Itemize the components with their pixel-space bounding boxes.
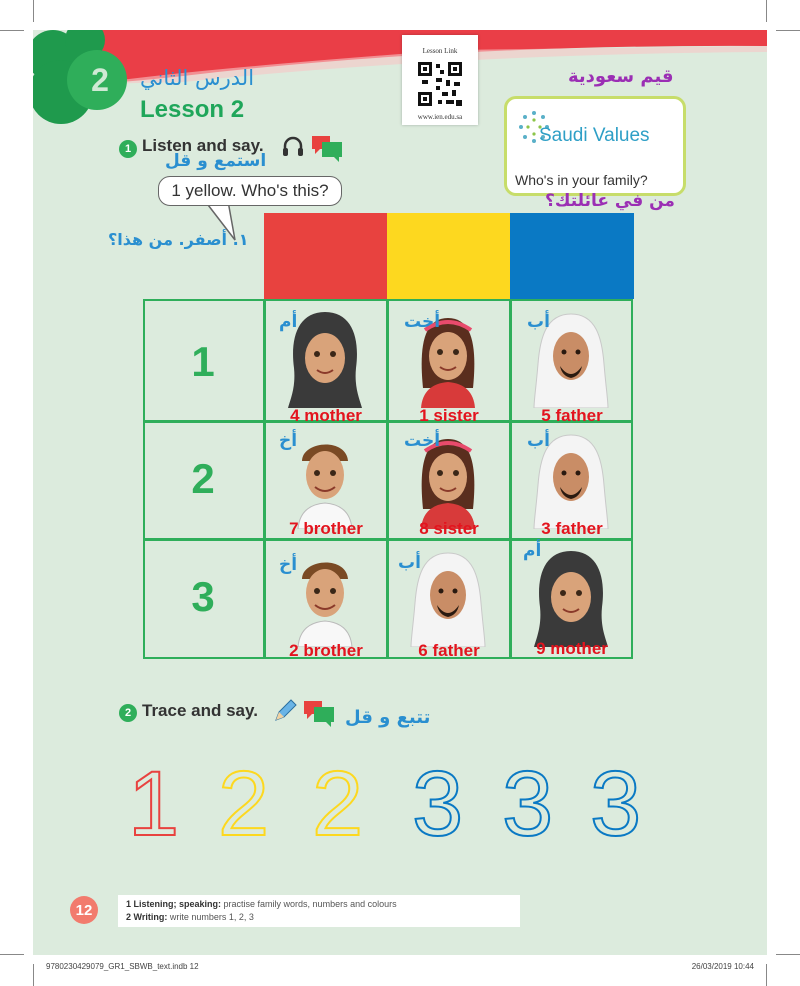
trace-digit[interactable]: 1 <box>128 753 180 855</box>
brother-icon <box>286 547 364 647</box>
objective-text: write numbers 1, 2, 3 <box>169 912 254 922</box>
objective-label: 1 Listening; speaking: <box>126 899 222 909</box>
section-number: 1 <box>119 140 137 158</box>
grid-cell <box>511 541 633 659</box>
trace-digit[interactable]: 2 <box>218 753 270 855</box>
unit-number: 2 <box>91 62 109 98</box>
arabic-word: أب <box>527 312 550 332</box>
speech-bubbles-icon <box>302 698 336 728</box>
qr-code-icon <box>416 60 464 108</box>
mother-hijab-icon <box>532 547 610 647</box>
section-title-arabic: استمع و قل <box>165 151 267 171</box>
arabic-word: أخ <box>279 555 298 575</box>
cell-caption: 6 father <box>418 641 480 660</box>
trace-digit[interactable]: 3 <box>502 753 554 855</box>
grid-cell <box>265 541 387 659</box>
objective-line <box>126 898 512 911</box>
arabic-word: أب <box>527 431 550 451</box>
lesson-link-url: www.ien.edu.sa <box>417 113 463 121</box>
yellow-swatch <box>387 213 511 299</box>
arabic-word: أم <box>523 541 542 561</box>
grid-cell <box>388 423 510 541</box>
objective-text: practise family words, numbers and colours <box>223 899 397 909</box>
cell-caption: 3 father <box>541 519 603 538</box>
print-slug-file: 9780230429079_GR1_SBWB_text.indb 12 <box>46 962 199 971</box>
saudi-values-question-arabic: من في عائلتك؟ <box>545 191 675 211</box>
arabic-word: أخت <box>404 312 441 332</box>
saudi-values-question: Who's in your family? <box>515 172 648 188</box>
learning-objectives <box>118 895 520 927</box>
trace-digit[interactable]: 2 <box>312 753 364 855</box>
blue-swatch <box>510 213 634 299</box>
lesson-title-arabic: الدرس الثاني <box>140 66 255 90</box>
row-number: 3 <box>191 573 215 620</box>
crop-mark <box>776 30 800 31</box>
saudi-values-arabic: قيم سعودية <box>568 66 674 87</box>
grid-cell <box>388 541 510 659</box>
cell-caption: 4 mother <box>290 406 362 425</box>
section-title-arabic: تتبع و قل <box>345 707 431 728</box>
grid-cell <box>265 423 387 541</box>
crop-mark <box>0 30 24 31</box>
crop-mark <box>33 0 34 22</box>
headphones-icon <box>281 135 305 157</box>
cell-caption: 2 brother <box>289 641 363 660</box>
cell-caption: 9 mother <box>536 639 608 658</box>
red-swatch <box>264 213 388 299</box>
cell-caption: 5 father <box>541 406 603 425</box>
grid-cell <box>388 302 510 425</box>
crop-mark <box>33 964 34 986</box>
arabic-word: أب <box>398 553 421 573</box>
cell-caption: 1 sister <box>419 406 479 425</box>
saudi-values-title: Saudi Values <box>539 125 650 146</box>
lesson-link-label: Lesson Link <box>422 47 458 55</box>
speech-bubble-text: 1 yellow. Who's this? <box>171 181 329 200</box>
saudi-values-card <box>504 96 686 196</box>
crop-mark <box>766 0 767 22</box>
grid-cell <box>511 302 633 425</box>
print-slug-date: 26/03/2019 10:44 <box>691 962 754 971</box>
mother-hijab-icon <box>286 308 364 408</box>
row-number: 2 <box>191 455 215 502</box>
cell-caption: 8 sister <box>419 519 479 538</box>
pencil-icon <box>272 698 298 724</box>
brother-icon <box>286 429 364 529</box>
crop-mark <box>766 964 767 986</box>
arabic-word: أم <box>279 312 298 332</box>
section-title: Trace and say. <box>142 701 258 720</box>
speech-bubble <box>158 176 342 206</box>
grid-cell <box>265 302 387 425</box>
speech-bubbles-icon <box>310 133 344 163</box>
arabic-word: أخت <box>404 431 441 451</box>
page-number: 12 <box>70 896 98 924</box>
grid-cell <box>511 423 633 541</box>
trace-digit[interactable]: 3 <box>412 753 464 855</box>
cell-caption: 7 brother <box>289 519 363 538</box>
section-title: Listen and say. <box>142 136 264 155</box>
row-number: 1 <box>191 338 215 385</box>
trace-digit[interactable]: 3 <box>590 753 642 855</box>
lesson-link-card[interactable] <box>402 35 478 125</box>
objective-line <box>126 911 512 924</box>
arabic-word: أخ <box>279 431 298 451</box>
lesson-title: Lesson 2 <box>140 96 245 123</box>
objective-label: 2 Writing: <box>126 912 168 922</box>
speech-bubble-arabic: ١. أصفر. من هذا؟ <box>108 230 249 249</box>
crop-mark <box>0 954 24 955</box>
crop-mark <box>776 954 800 955</box>
section-number: 2 <box>119 704 137 722</box>
